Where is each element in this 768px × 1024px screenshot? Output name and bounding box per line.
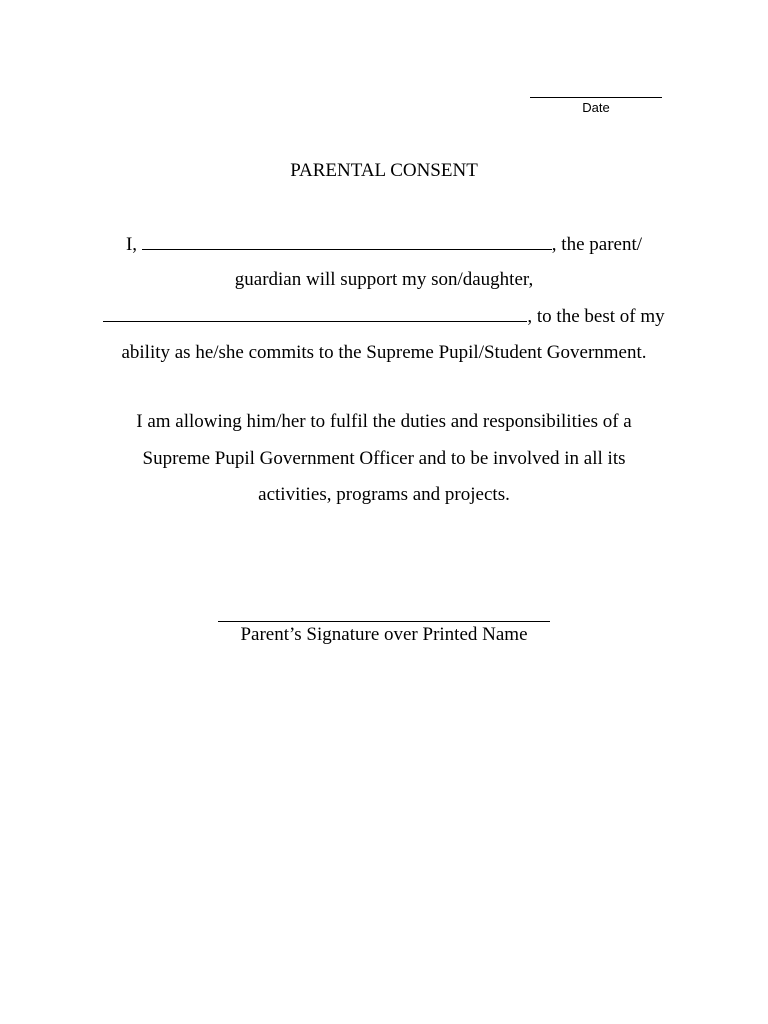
date-label: Date <box>582 100 610 115</box>
document-title: PARENTAL CONSENT <box>290 160 478 181</box>
date-blank-line[interactable] <box>530 97 662 98</box>
paragraph1-line3 <box>0 304 768 329</box>
paragraph1-line1 <box>0 232 768 257</box>
date-field[interactable] <box>530 80 662 116</box>
paragraph1-line2: guardian will support my son/daughter, <box>234 269 534 290</box>
signature-field[interactable] <box>218 602 550 647</box>
child-name-blank[interactable] <box>103 304 527 322</box>
parent-name-blank[interactable] <box>142 232 552 250</box>
paragraph1-line4: ability as he/she commits to the Supreme Pupil/Student Government. <box>121 342 647 363</box>
paragraph2-line1: I am allowing him/her to fulfil the duties and responsibilities of a <box>136 411 632 432</box>
paragraph2-line2: Supreme Pupil Government Officer and to be involved in all its <box>142 448 626 469</box>
paragraph2-line3: activities, programs and projects. <box>258 484 510 505</box>
paragraph1-line3-end: , to the best of my <box>527 306 665 327</box>
signature-blank-line[interactable] <box>218 621 550 622</box>
paragraph1-line1-start: I, <box>125 234 142 255</box>
paragraph1-line1-end: , the parent/ <box>551 234 643 255</box>
signature-label: Parent’s Signature over Printed Name <box>240 624 528 645</box>
